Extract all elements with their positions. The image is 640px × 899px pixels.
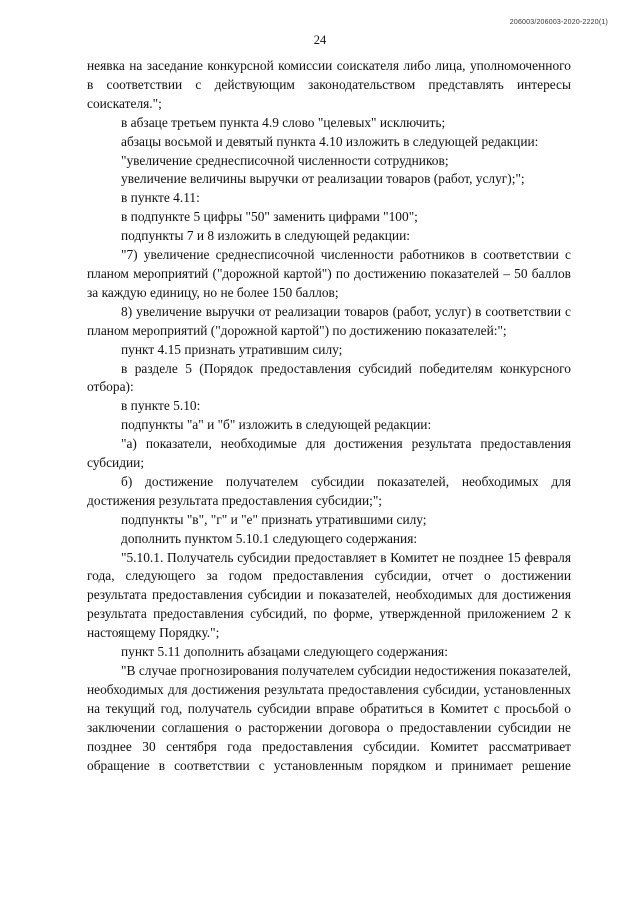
paragraph: "увеличение среднесписочной численности сотрудников; [121, 152, 449, 168]
paragraph: "В случае прогнозирования получателем субсидии недостижения показателей, необходимых для достижения результата предоставления субсидии, установленных на текущий год, получатель субсидии вправе обратиться в Комитет с просьбой о заключении соглашения о расторжении договора о предоставлении субсидии не позднее 30 сентября года предоставления субсидии. Комитет рассматривает обращение в соответствии с установленным порядком и принимает решение [87, 663, 571, 773]
paragraph: в пункте 4.11: [121, 190, 200, 206]
paragraph: увеличение величины выручки от реализации товаров (работ, услуг);"; [121, 171, 525, 187]
paragraph: в разделе 5 (Порядок предоставления субсидий победителям конкурсного отбора): [87, 360, 571, 395]
paragraph: "а) показатели, необходимые для достижения результата предоставления субсидии; [87, 436, 571, 471]
paragraph: неявка на заседание конкурсной комиссии соискателя либо лица, уполномоченного в соответствии с действующим законодательством представлять интересы соискателя."; [87, 58, 571, 111]
paragraph: 8) увеличение выручки от реализации товаров (работ, услуг) в соответствии с планом мероприятий ("дорожной картой") по достижению показателей:"; [87, 303, 571, 338]
paragraph: подпункты 7 и 8 изложить в следующей редакции: [121, 228, 410, 244]
paragraph: "7) увеличение среднесписочной численности работников в соответствии с планом мероприятий ("дорожной картой") по достижению показателей – 50 баллов за каждую единицу, но не более 150 баллов; [87, 247, 571, 300]
document-id: 206003/206003-2020-2220(1) [509, 19, 608, 26]
paragraph: б) достижение получателем субсидии показателей, необходимых для достижения результата предоставления субсидии;"; [87, 473, 571, 508]
document-body [87, 57, 571, 775]
page-number: 24 [313, 33, 327, 47]
paragraph: "5.10.1. Получатель субсидии предоставляет в Комитет не позднее 15 февраля года, следующего за годом предоставления субсидии, отчет о достижении результата предоставления субсидии и показателей, необходимых для достижения результата предоставления субсидий, по форме, утвержденной приложением 2 к настоящему Порядку."; [87, 549, 571, 641]
paragraph: в подпункте 5 цифры "50" заменить цифрами "100"; [121, 209, 418, 225]
paragraph: пункт 4.15 признать утратившим силу; [121, 341, 343, 357]
paragraph: абзацы восьмой и девятый пункта 4.10 изложить в следующей редакции: [121, 133, 539, 149]
paragraph: в абзаце третьем пункта 4.9 слово "целевых" исключить; [121, 114, 446, 130]
paragraph: пункт 5.11 дополнить абзацами следующего содержания: [121, 644, 448, 660]
paragraph: подпункты "в", "г" и "е" признать утратившими силу; [121, 511, 427, 527]
paragraph: дополнить пунктом 5.10.1 следующего содержания: [121, 530, 418, 546]
paragraph: подпункты "а" и "б" изложить в следующей редакции: [121, 417, 432, 433]
paragraph: в пункте 5.10: [121, 398, 201, 414]
